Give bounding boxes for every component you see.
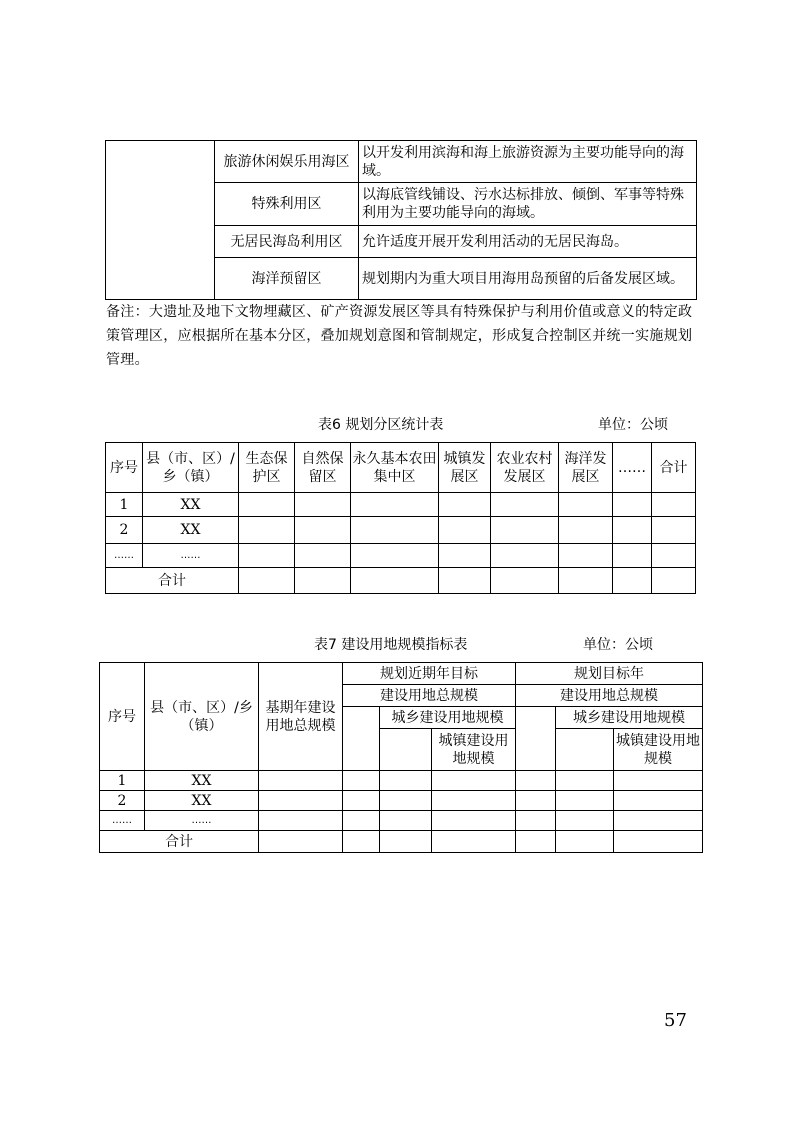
- table7-header-urban-rural: 城乡建设用地规模: [380, 707, 516, 729]
- table6-header: 城镇发展区: [439, 443, 491, 493]
- row-number: 2: [106, 517, 143, 544]
- table6-header: 县（市、区）/乡（镇）: [143, 443, 239, 493]
- table6-header: ……: [613, 443, 652, 493]
- row-name: XX: [145, 791, 259, 811]
- table6: [105, 442, 696, 594]
- row-number: 2: [100, 791, 145, 811]
- table6-unit: 单位：公顷: [598, 417, 668, 433]
- zone-desc: 以开发利用滨海和海上旅游资源为主要功能导向的海域。: [359, 141, 697, 183]
- row-name: XX: [143, 517, 239, 544]
- row-name: ……: [143, 544, 239, 568]
- table6-header: 永久基本农田集中区: [351, 443, 439, 493]
- zone-name: 特殊利用区: [215, 183, 359, 226]
- row-number: ……: [106, 544, 143, 568]
- zones-table: [105, 140, 697, 300]
- table7-header-target: 规划目标年: [516, 663, 703, 685]
- zones-category-cell: [106, 141, 215, 300]
- row-number: 1: [106, 493, 143, 517]
- table6-header: 海洋发展区: [559, 443, 613, 493]
- row-name: ……: [145, 811, 259, 831]
- table7-header-base: 基期年建设用地总规模: [259, 663, 343, 771]
- row-number: 1: [100, 771, 145, 791]
- table7: [99, 662, 703, 853]
- table6-header: 生态保护区: [239, 443, 295, 493]
- total-label: 合计: [100, 831, 259, 853]
- row-name: XX: [143, 493, 239, 517]
- page-number: 57: [664, 1010, 687, 1031]
- table7-header-total: 建设用地总规模: [343, 685, 516, 707]
- zone-name: 无居民海岛利用区: [215, 226, 359, 258]
- zone-desc: 规划期内为重大项目用海用岛预留的后备发展区域。: [359, 258, 697, 300]
- zone-name: 旅游休闲娱乐用海区: [215, 141, 359, 183]
- table6-header: 农业农村发展区: [491, 443, 559, 493]
- table6-title: 表6 规划分区统计表: [318, 417, 444, 433]
- table7-header-no: 序号: [100, 663, 145, 771]
- table7-header-town: 城镇建设用地规模: [432, 729, 516, 771]
- table-note: 备注：大遗址及地下文物埋藏区、矿产资源发展区等具有特殊保护与利用价值或意义的特定政策管理区，应根据所在基本分区，叠加规划意图和管制规定，形成复合控制区并统一实施规划管理。: [106, 304, 693, 368]
- table-row: [106, 544, 696, 568]
- table7-header-near: 规划近期年目标: [343, 663, 516, 685]
- table6-header: 合计: [652, 443, 696, 493]
- table-row: [100, 771, 703, 791]
- table7-header-name: 县（市、区）/乡（镇）: [145, 663, 259, 771]
- table7-header-town: 城镇建设用地规模: [614, 729, 703, 771]
- zone-desc: 以海底管线铺设、污水达标排放、倾倒、军事等特殊利用为主要功能导向的海域。: [359, 183, 697, 226]
- table6-header: 自然保留区: [295, 443, 351, 493]
- row-name: XX: [145, 771, 259, 791]
- total-label: 合计: [106, 568, 239, 594]
- table-row: [106, 568, 696, 594]
- table-row: [100, 811, 703, 831]
- table7-header-total: 建设用地总规模: [516, 685, 703, 707]
- table7-title: 表7 建设用地规模指标表: [314, 637, 468, 653]
- row-number: ……: [100, 811, 145, 831]
- table7-header-urban-rural: 城乡建设用地规模: [556, 707, 703, 729]
- table7-unit: 单位：公顷: [583, 637, 653, 653]
- table-row: [100, 791, 703, 811]
- table-row: [106, 493, 696, 517]
- table-row: [106, 517, 696, 544]
- zone-desc: 允许适度开展开发利用活动的无居民海岛。: [359, 226, 697, 258]
- table6-header: 序号: [106, 443, 143, 493]
- table-row: [100, 831, 703, 853]
- zone-name: 海洋预留区: [215, 258, 359, 300]
